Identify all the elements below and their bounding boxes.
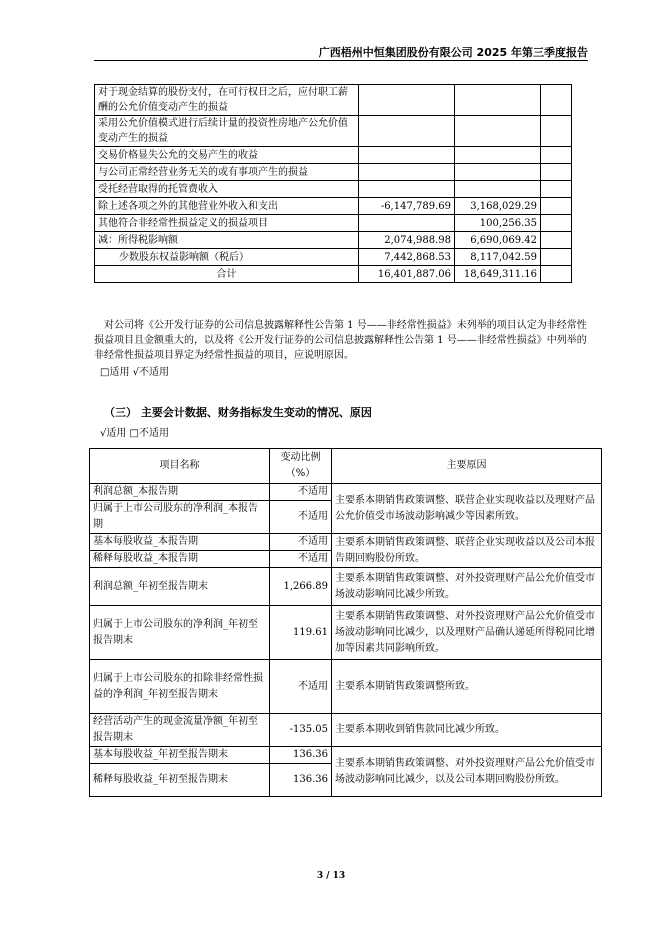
value-cell (455, 116, 541, 147)
ratio-cell: 不适用 (270, 660, 332, 714)
reason-cell: 主要系本期销售政策调整、联营企业实现收益以及公司本报告期回购股份所致。 (332, 534, 602, 568)
page-number: 3 / 13 (316, 871, 346, 881)
ratio-cell: 不适用 (270, 534, 332, 551)
header-change-ratio: 变动比例（%） (270, 449, 332, 484)
item-name-cell: 稀释每股收益_本报告期 (90, 551, 270, 568)
total-label-cell: 合计 (95, 266, 359, 283)
note-cell (541, 198, 572, 215)
value-cell: 16,401,887.06 (359, 266, 455, 283)
table-row (90, 534, 602, 551)
value-cell (455, 181, 541, 198)
item-cell: 采用公允价值模式进行后续计量的投资性房地产公允价值变动产生的损益 (95, 116, 359, 147)
note-cell (541, 181, 572, 198)
value-cell (455, 85, 541, 116)
item-cell: 与公司正常经营业务无关的或有事项产生的损益 (95, 164, 359, 181)
note-cell (541, 164, 572, 181)
item-cell: 少数股东权益影响额（税后） (95, 249, 359, 266)
note-cell (541, 85, 572, 116)
explanation-paragraph: 对公司将《公开发行证券的公司信息披露解释性公告第 1 号——非经常性损益》未列举的项目认定为非经常性损益项目且金额重大的，以及将《公开发行证券的公司信息披露解释性公告第 1 号——非经常性损益》中列举的非经常性损益项目界定为经常性损益的项目，应说明原因。 (94, 320, 587, 361)
value-cell (359, 164, 455, 181)
reason-cell: 主要系本期销售政策调整、对外投资理财产品公允价值受市场波动影响同比减少所致。 (332, 568, 602, 606)
value-cell (359, 215, 455, 232)
note-cell (541, 215, 572, 232)
item-cell: 其他符合非经常性损益定义的损益项目 (95, 215, 359, 232)
item-cell: 受托经营取得的托管费收入 (95, 181, 359, 198)
note-cell (541, 266, 572, 283)
item-name-cell: 归属于上市公司股东的净利润_年初至报告期末 (90, 606, 270, 660)
report-header: 广西梧州中恒集团股份有限公司 2025 年第三季度报告 (318, 46, 588, 59)
ratio-cell: 119.61 (270, 606, 332, 660)
ratio-cell: 136.36 (270, 764, 332, 797)
note-cell (541, 232, 572, 249)
table-row (95, 147, 572, 164)
table-row (95, 249, 572, 266)
table-header-row (90, 449, 602, 484)
item-name-cell: 归属于上市公司股东的净利润_本报告期 (90, 501, 270, 534)
item-name-cell: 经营活动产生的现金流量净额_年初至报告期末 (90, 714, 270, 747)
ratio-cell: 不适用 (270, 501, 332, 534)
reason-cell: 主要系本期销售政策调整、对外投资理财产品公允价值受市场波动影响同比减少，以及公司本期回购股份所致。 (332, 747, 602, 797)
non-recurring-gains-table (94, 84, 572, 283)
ratio-cell: -135.05 (270, 714, 332, 747)
item-name-cell: 基本每股收益_本报告期 (90, 534, 270, 551)
value-cell: 6,690,069.42 (455, 232, 541, 249)
item-cell: 减：所得税影响额 (95, 232, 359, 249)
table-row (95, 116, 572, 147)
ratio-cell: 不适用 (270, 484, 332, 501)
value-cell (455, 164, 541, 181)
table-row (95, 181, 572, 198)
header-item-name: 项目名称 (90, 449, 270, 484)
table-row (90, 747, 602, 764)
table-row (90, 660, 602, 714)
applicability-check: □适用 √不适用 (100, 367, 169, 378)
reason-cell: 主要系本期销售政策调整所致。 (332, 660, 602, 714)
item-name-cell: 利润总额_本报告期 (90, 484, 270, 501)
header-main-reason: 主要原因 (332, 449, 602, 484)
ratio-cell: 136.36 (270, 747, 332, 764)
header-divider (94, 60, 588, 61)
table-row (90, 484, 602, 501)
note-cell (541, 249, 572, 266)
value-cell: -6,147,789.69 (359, 198, 455, 215)
table-row (90, 568, 602, 606)
item-cell: 除上述各项之外的其他营业外收入和支出 (95, 198, 359, 215)
table-row (95, 198, 572, 215)
table-row (95, 232, 572, 249)
value-cell: 7,442,868.53 (359, 249, 455, 266)
value-cell (359, 85, 455, 116)
value-cell: 2,074,988.98 (359, 232, 455, 249)
applicability-check: √适用 □不适用 (100, 428, 169, 439)
value-cell: 100,256.35 (455, 215, 541, 232)
item-name-cell: 利润总额_年初至报告期末 (90, 568, 270, 606)
value-cell (359, 147, 455, 164)
table-row (95, 85, 572, 116)
value-cell (359, 181, 455, 198)
ratio-cell: 1,266.89 (270, 568, 332, 606)
table-row (95, 164, 572, 181)
value-cell: 18,649,311.16 (455, 266, 541, 283)
value-cell: 3,168,029.29 (455, 198, 541, 215)
reason-cell: 主要系本期收到销售款同比减少所致。 (332, 714, 602, 747)
reason-cell: 主要系本期销售政策调整、对外投资理财产品公允价值受市场波动影响同比减少，以及理财产品确认递延所得税同比增加等因素共同影响所致。 (332, 606, 602, 660)
table-row (90, 714, 602, 747)
value-cell (455, 147, 541, 164)
item-cell: 对于现金结算的股份支付，在可行权日之后，应付职工薪酬的公允价值变动产生的损益 (95, 85, 359, 116)
ratio-cell: 不适用 (270, 551, 332, 568)
key-indicator-change-table (89, 448, 602, 797)
value-cell: 8,117,042.59 (455, 249, 541, 266)
note-cell (541, 147, 572, 164)
table-row-total (95, 266, 572, 283)
table-row (95, 215, 572, 232)
item-name-cell: 稀释每股收益_年初至报告期末 (90, 764, 270, 797)
reason-cell: 主要系本期销售政策调整、联营企业实现收益以及理财产品公允价值受市场波动影响减少等因素所致。 (332, 484, 602, 534)
value-cell (359, 116, 455, 147)
table-row (90, 606, 602, 660)
section-heading: （三） 主要会计数据、财务指标发生变动的情况、原因 (104, 406, 372, 419)
item-name-cell: 归属于上市公司股东的扣除非经常性损益的净利润_年初至报告期末 (90, 660, 270, 714)
item-cell: 交易价格显失公允的交易产生的收益 (95, 147, 359, 164)
item-name-cell: 基本每股收益_年初至报告期末 (90, 747, 270, 764)
note-cell (541, 116, 572, 147)
